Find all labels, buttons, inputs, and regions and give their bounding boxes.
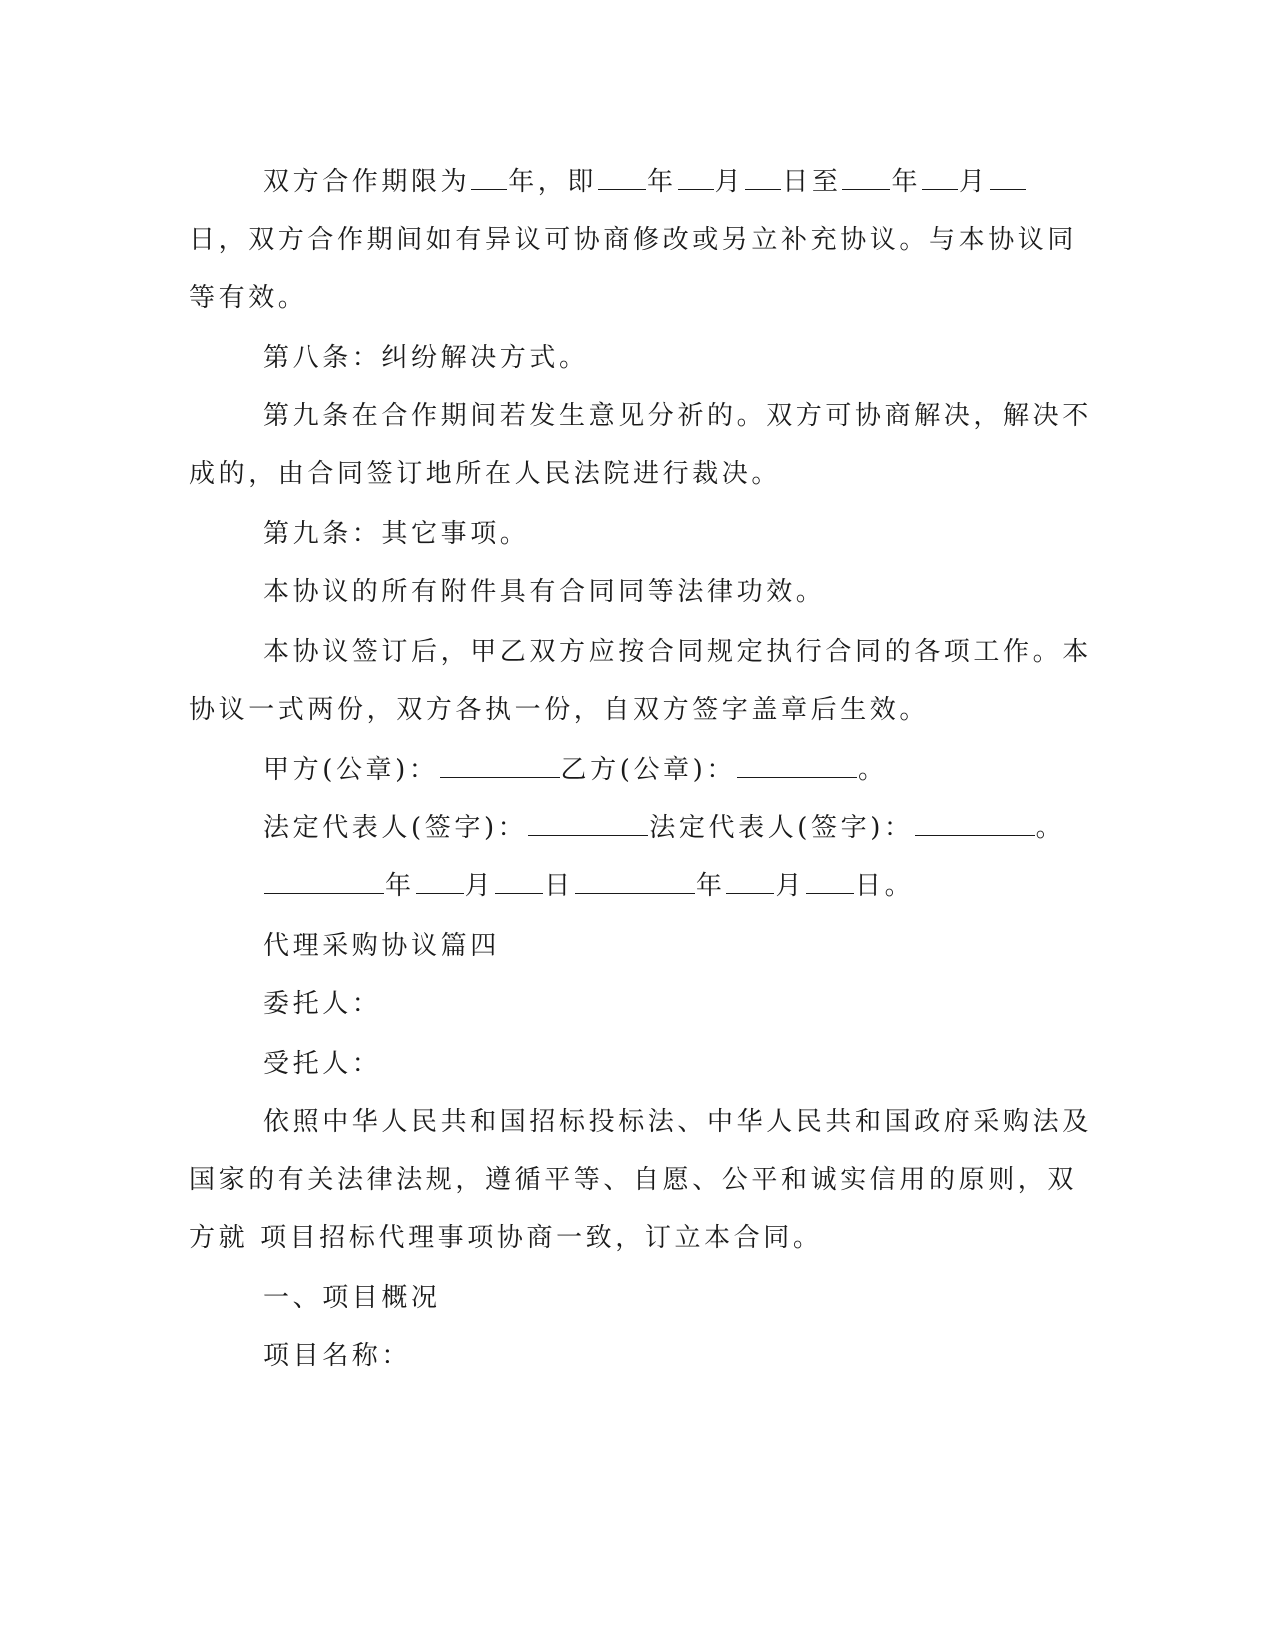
section-title: 代理采购协议篇四 (263, 931, 500, 961)
principal-label: 委托人： (263, 989, 382, 1019)
rep-a-signature-blank (528, 807, 648, 836)
paragraph-line: 协议一式两份，双方各执一份，自双方签字盖章后生效。 (189, 695, 930, 725)
start-month-blank (678, 161, 714, 190)
paragraph-line: 日，双方合作期间如有异议可协商修改或另立补充协议。与本协议同 (189, 225, 1078, 255)
party-a-seal-blank (440, 749, 560, 778)
paragraph-line: 本协议的所有附件具有合同同等法律功效。 (263, 577, 826, 607)
years-blank (471, 161, 507, 190)
rep-b-signature-blank (915, 807, 1035, 836)
paragraph-line: 等有效。 (189, 283, 308, 313)
article-heading: 第九条：其它事项。 (263, 519, 530, 549)
month-b-blank (726, 865, 774, 894)
article-heading: 第八条：纠纷解决方式。 (263, 343, 589, 373)
start-day-blank (745, 161, 781, 190)
end-month-blank (922, 161, 958, 190)
paragraph-line: 成的，由合同签订地所在人民法院进行裁决。 (189, 459, 782, 489)
paragraph-line: 第九条在合作期间若发生意见分祈的。双方可协商解决，解决不 (263, 401, 1092, 431)
end-year-blank (842, 161, 890, 190)
day-a-blank (495, 865, 543, 894)
agent-label: 受托人： (263, 1049, 382, 1079)
project-name-label: 项目名称： (263, 1341, 412, 1371)
paragraph-line: 依照中华人民共和国招标投标法、中华人民共和国政府采购法及 (263, 1107, 1092, 1137)
end-day-blank (990, 161, 1026, 190)
cooperation-term-line: 双方合作期限为 年，即 年 月 日至 年 月 (263, 160, 1163, 204)
year-b-blank (575, 865, 695, 894)
paragraph-line: 方就 项目招标代理事项协商一致，订立本合同。 (189, 1223, 823, 1253)
overview-heading: 一、项目概况 (263, 1283, 441, 1313)
party-b-seal-blank (737, 749, 857, 778)
paragraph-line: 本协议签订后，甲乙双方应按合同规定执行合同的各项工作。本 (263, 637, 1092, 667)
day-b-blank (806, 865, 854, 894)
year-a-blank (264, 865, 384, 894)
seal-line: 甲方(公章)： 乙方(公章)： 。 (263, 748, 1163, 792)
paragraph-line: 国家的有关法律法规，遵循平等、自愿、公平和诚实信用的原则，双 (189, 1165, 1078, 1195)
start-year-blank (598, 161, 646, 190)
month-a-blank (416, 865, 464, 894)
representative-line: 法定代表人(签字)： 法定代表人(签字)： 。 (263, 806, 1163, 850)
date-line: 年 月 日 年 月 日。 (263, 864, 1163, 908)
